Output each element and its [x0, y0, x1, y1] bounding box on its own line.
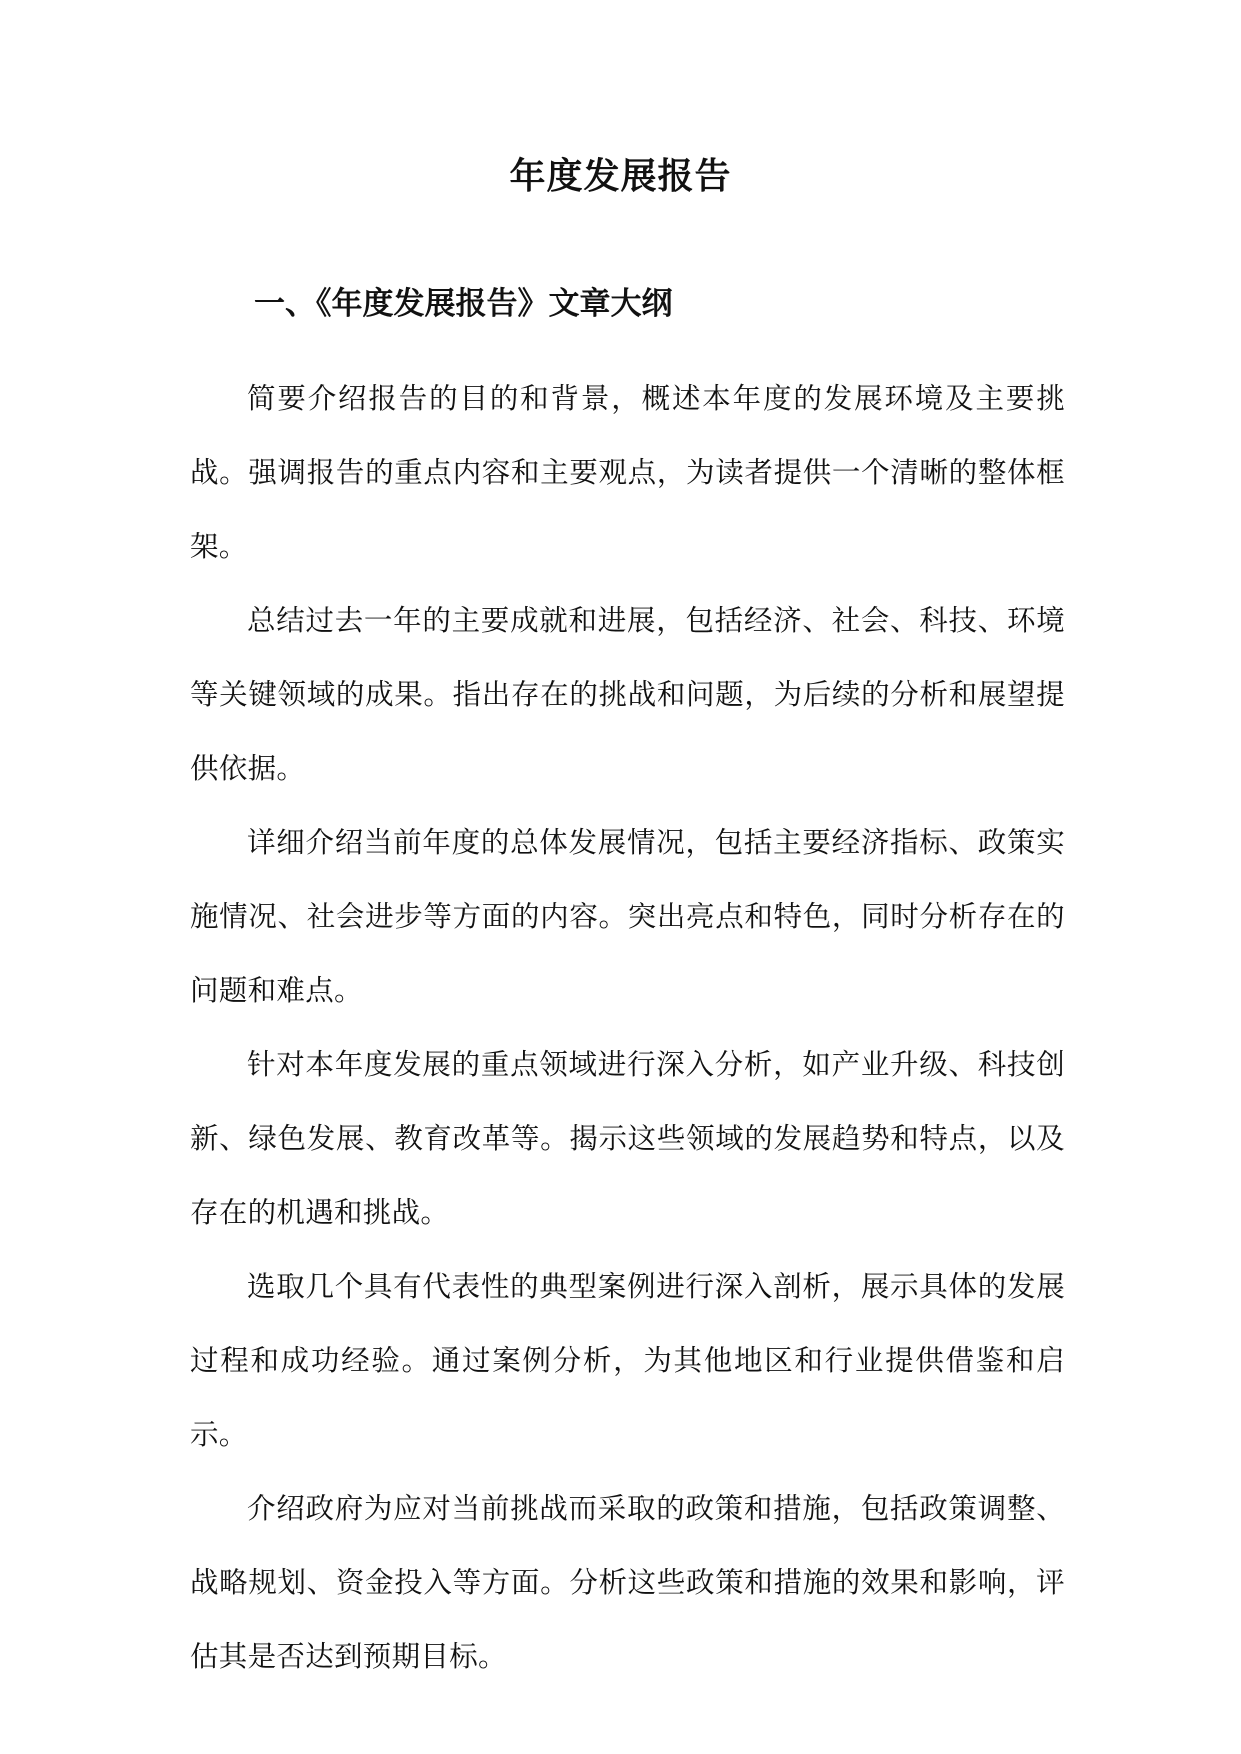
paragraph-overview: 详细介绍当前年度的总体发展情况，包括主要经济指标、政策实施情况、社会进步等方面的内容。突出亮点和特色，同时分析存在的问题和难点。: [190, 826, 1065, 1007]
paragraph-key-areas: 针对本年度发展的重点领域进行深入分析，如产业升级、科技创新、绿色发展、教育改革等。揭示这些领域的发展趋势和特点，以及存在的机遇和挑战。: [190, 1048, 1065, 1229]
paragraph-intro: 简要介绍报告的目的和背景，概述本年度的发展环境及主要挑战。强调报告的重点内容和主要观点，为读者提供一个清晰的整体框架。: [190, 382, 1065, 563]
document-body: [190, 362, 1065, 1694]
document-title: 年度发展报告: [509, 155, 732, 197]
paragraph-policies: 介绍政府为应对当前挑战而采取的政策和措施，包括政策调整、战略规划、资金投入等方面。分析这些政策和措施的效果和影响，评估其是否达到预期目标。: [190, 1492, 1065, 1673]
section-heading: 一、《年度发展报告》文章大纲: [254, 286, 673, 322]
paragraph-achievements: 总结过去一年的主要成就和进展，包括经济、社会、科技、环境等关键领域的成果。指出存在的挑战和问题，为后续的分析和展望提供依据。: [190, 604, 1065, 785]
paragraph-case-studies: 选取几个具有代表性的典型案例进行深入剖析，展示具体的发展过程和成功经验。通过案例分析，为其他地区和行业提供借鉴和启示。: [190, 1270, 1065, 1451]
